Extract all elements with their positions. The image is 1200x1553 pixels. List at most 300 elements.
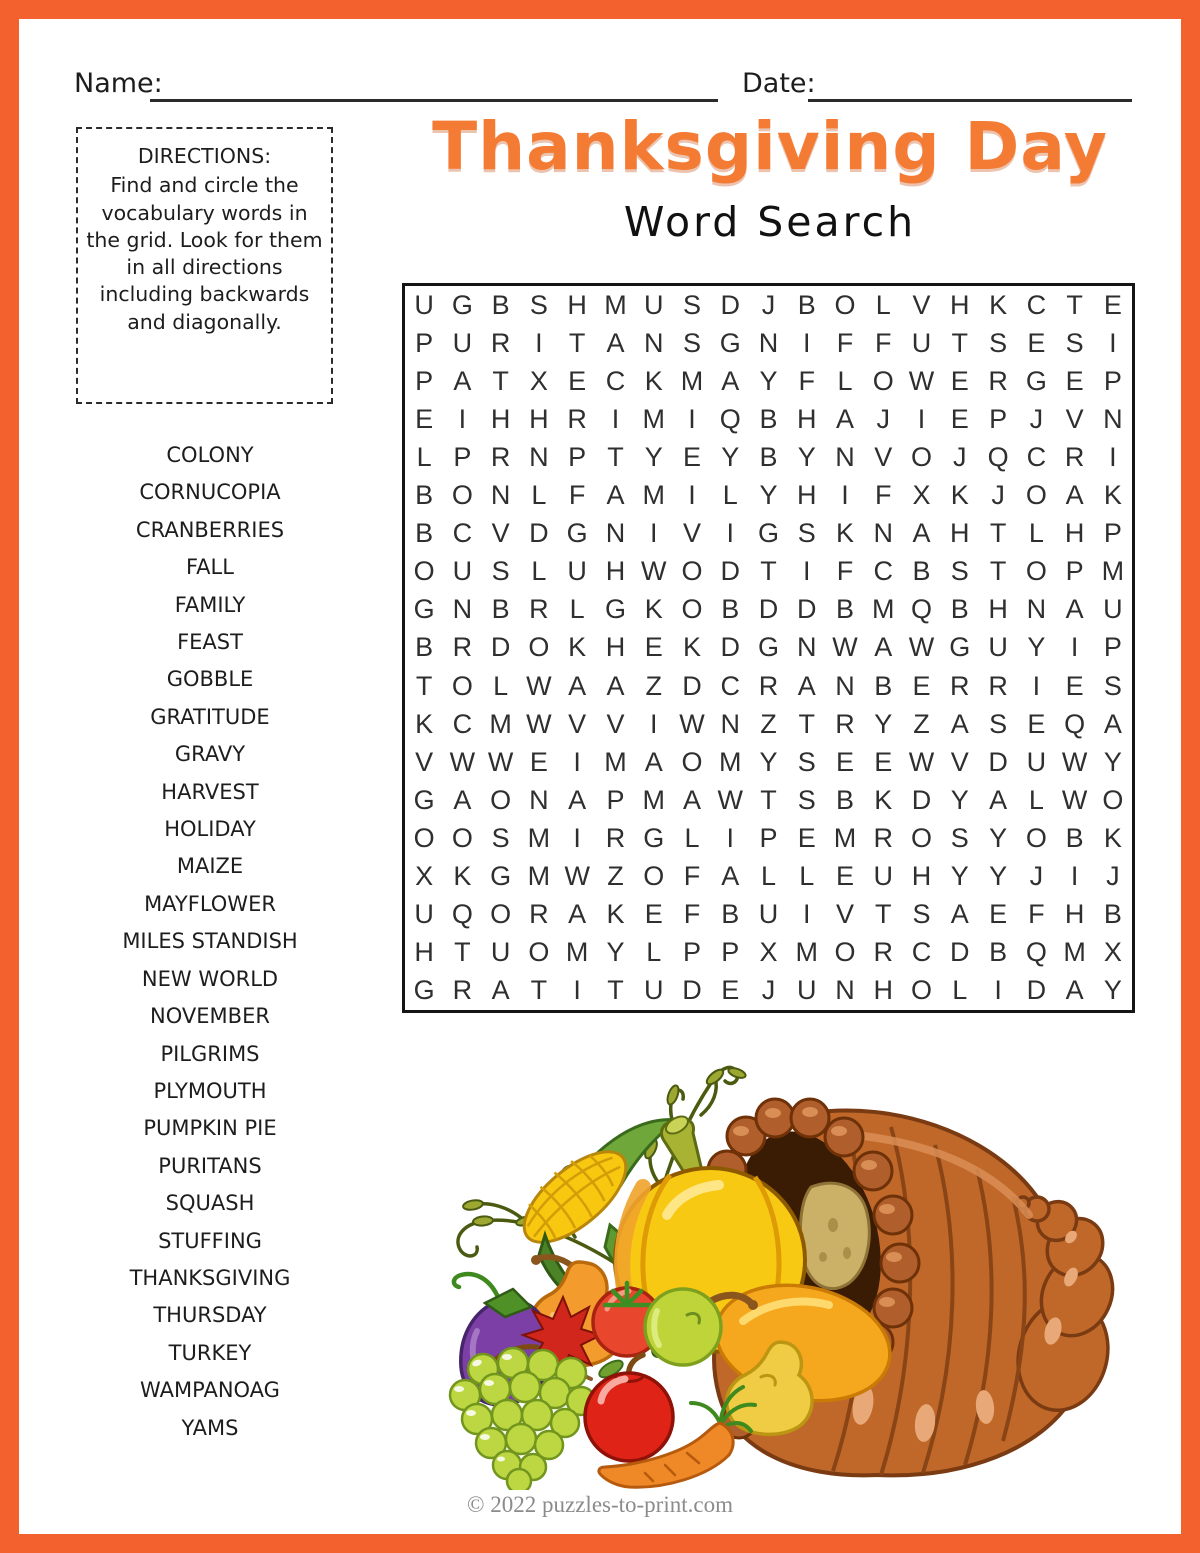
grid-letter: Y <box>989 861 1008 892</box>
grid-letter: L <box>799 861 815 892</box>
grid-letter: C <box>452 518 473 549</box>
grid-letter: F <box>875 480 892 511</box>
grid-letter: H <box>797 403 817 434</box>
grid-letter: O <box>451 670 473 701</box>
grid-letter: M <box>565 937 589 968</box>
word-item: STUFFING <box>158 1228 262 1253</box>
grid-letter: I <box>994 975 1002 1006</box>
word-item: SQUASH <box>165 1191 255 1216</box>
grid-letter: C <box>720 670 740 701</box>
grid-letter: I <box>1109 441 1117 472</box>
grid-letter: M <box>642 480 665 511</box>
grid-letter: E <box>874 746 893 777</box>
grid-letter: O <box>1025 480 1047 511</box>
grid-letter: Y <box>1103 975 1122 1006</box>
grid-letter: N <box>835 975 855 1006</box>
grid-letter: K <box>874 784 893 815</box>
grid-letter: U <box>1103 594 1123 625</box>
grid-letter: E <box>721 975 740 1006</box>
grid-letter: Z <box>607 861 624 892</box>
grid-letter: U <box>1026 746 1047 777</box>
grid-letter: O <box>1025 823 1047 854</box>
grid-letter: I <box>726 823 734 854</box>
grid-letter: E <box>950 403 969 434</box>
grid-letter: D <box>682 975 702 1006</box>
grid-letter: T <box>415 670 433 701</box>
word-item: PUMPKIN PIE <box>143 1116 277 1141</box>
grid-letter: E <box>797 823 816 854</box>
grid-letter: O <box>451 823 473 854</box>
grid-letter: T <box>989 556 1007 587</box>
grid-letter: K <box>682 632 701 663</box>
grid-letter: W <box>1061 746 1088 777</box>
grid-letter: Y <box>606 937 625 968</box>
grid-letter: N <box>529 784 549 815</box>
grid-letter: R <box>873 937 894 968</box>
grid-letter: E <box>989 899 1008 930</box>
grid-letter: X <box>529 365 548 396</box>
grid-letter: E <box>836 861 855 892</box>
grid-letter: A <box>912 518 931 549</box>
grid-letter: N <box>452 594 473 625</box>
grid-letter: L <box>531 556 547 587</box>
grid-letter: D <box>911 784 932 815</box>
grid-letter: S <box>1065 327 1084 358</box>
grid-letter: U <box>873 861 894 892</box>
grid-letter: Y <box>950 784 969 815</box>
grid-letter: V <box>874 441 893 472</box>
grid-letter: U <box>758 899 779 930</box>
grid-letter: O <box>643 861 665 892</box>
grid-letter: R <box>1064 441 1085 472</box>
grid-letter: E <box>1103 289 1122 320</box>
grid-letter: Q <box>1025 937 1047 968</box>
grid-letter: Q <box>1064 708 1086 739</box>
grid-letter: A <box>644 746 663 777</box>
grid-letter: O <box>1102 784 1124 815</box>
grid-letter: D <box>758 594 779 625</box>
grid-letter: E <box>644 899 663 930</box>
grid-letter: R <box>758 670 779 701</box>
grid-letter: Y <box>721 441 740 472</box>
grid-letter: U <box>643 975 664 1006</box>
grid-letter: O <box>681 556 703 587</box>
grid-letter: K <box>950 480 969 511</box>
grid-letter: S <box>950 823 969 854</box>
grid-letter: C <box>1026 289 1047 320</box>
grid-letter: F <box>1028 899 1045 930</box>
grid-letter: S <box>950 556 969 587</box>
grid-letter: V <box>912 289 931 320</box>
directions-box <box>76 127 333 404</box>
grid-letter: T <box>760 556 777 587</box>
grid-letter: B <box>1103 899 1122 930</box>
grid-letter: H <box>950 289 970 320</box>
date-fill-line <box>808 99 1132 102</box>
grid-letter: L <box>760 861 776 892</box>
grid-letter: A <box>721 861 740 892</box>
grid-letter: E <box>912 670 931 701</box>
grid-letter: P <box>606 784 625 815</box>
grid-letter: Y <box>759 746 778 777</box>
grid-letter: A <box>1065 975 1084 1006</box>
grid-letter: G <box>413 594 435 625</box>
grid-letter: P <box>415 327 434 358</box>
grid-letter: G <box>949 632 971 663</box>
word-item: THURSDAY <box>153 1303 267 1328</box>
grid-letter: I <box>917 403 926 434</box>
grid-letter: U <box>797 975 817 1006</box>
grid-letter: H <box>414 937 434 968</box>
grid-letter: W <box>717 784 743 815</box>
grid-letter: H <box>529 403 549 434</box>
grid-letter: S <box>682 327 701 358</box>
grid-letter: H <box>605 556 626 587</box>
grid-letter: H <box>911 861 932 892</box>
grid-letter: K <box>1103 480 1122 511</box>
grid-letter: I <box>688 480 696 511</box>
grid-letter: H <box>988 594 1008 625</box>
directions-heading: DIRECTIONS: <box>137 144 272 168</box>
grid-letter: O <box>413 823 435 854</box>
grid-letter: U <box>414 899 434 930</box>
word-item: GRAVY <box>174 742 246 767</box>
word-item: COLONY <box>166 443 254 467</box>
grid-letter: E <box>415 403 434 434</box>
grid-letter: I <box>803 327 811 358</box>
grid-letter: J <box>1106 861 1120 892</box>
grid-letter: W <box>1061 784 1088 815</box>
grid-letter: J <box>991 480 1005 511</box>
grid-letter: Z <box>913 708 930 739</box>
grid-letter: G <box>719 327 741 358</box>
grid-letter: H <box>567 289 587 320</box>
grid-letter: T <box>951 327 969 358</box>
grid-letter: D <box>797 594 817 625</box>
grid-letter: A <box>1103 708 1122 739</box>
grid-letter: L <box>493 670 509 701</box>
word-item: THANKSGIVING <box>129 1265 291 1290</box>
grid-letter: U <box>988 632 1008 663</box>
grid-letter: W <box>564 861 590 892</box>
grid-letter: R <box>873 823 894 854</box>
grid-letter: F <box>568 480 586 511</box>
grid-letter: P <box>1065 556 1084 587</box>
grid-letter: B <box>989 937 1008 968</box>
grid-letter: Y <box>644 441 663 472</box>
grid-letter: N <box>1103 403 1123 434</box>
grid-letter: S <box>529 289 548 320</box>
grid-letter: Y <box>950 861 969 892</box>
grid-letter: B <box>874 670 893 701</box>
grid-letter: R <box>567 403 587 434</box>
grid-letter: M <box>1063 937 1086 968</box>
grid-letter: W <box>526 708 552 739</box>
grid-letter: P <box>568 441 587 472</box>
grid-letter: T <box>989 518 1007 549</box>
grid-letter: Y <box>1103 746 1122 777</box>
grid-letter: I <box>803 556 811 587</box>
grid-letter: G <box>566 518 588 549</box>
grid-letter: G <box>413 975 435 1006</box>
grid-letter: H <box>605 632 626 663</box>
grid-letter: F <box>683 861 701 892</box>
grid-letter: I <box>803 899 811 930</box>
grid-letter: K <box>644 594 663 625</box>
grid-letter: G <box>643 823 665 854</box>
grid-letter: B <box>797 289 816 320</box>
grid-letter: B <box>721 594 740 625</box>
page-subtitle: Word Search <box>623 198 917 246</box>
grid-letter: W <box>449 746 476 777</box>
grid-letter: A <box>989 784 1008 815</box>
grid-letter: U <box>414 289 434 320</box>
grid-letter: V <box>491 518 510 549</box>
word-item: PLYMOUTH <box>153 1078 267 1103</box>
grid-letter: P <box>415 365 434 396</box>
grid-letter: O <box>451 480 473 511</box>
grid-letter: H <box>1064 518 1085 549</box>
word-item: HOLIDAY <box>164 817 256 842</box>
grid-letter: T <box>492 365 509 396</box>
grid-letter: J <box>761 975 776 1006</box>
grid-letter: G <box>604 594 626 625</box>
grid-letter: R <box>950 670 970 701</box>
grid-letter: T <box>760 784 777 815</box>
grid-letter: B <box>950 594 969 625</box>
grid-letter: O <box>681 594 703 625</box>
grid-letter: L <box>837 365 853 396</box>
grid-letter: I <box>1070 632 1079 663</box>
grid-letter: P <box>1103 632 1122 663</box>
grid-letter: L <box>569 594 585 625</box>
grid-letter: A <box>568 784 587 815</box>
grid-letter: V <box>606 708 625 739</box>
grid-letter: U <box>643 289 664 320</box>
grid-letter: S <box>491 823 510 854</box>
grid-letter: A <box>874 632 893 663</box>
grid-letter: A <box>1065 594 1084 625</box>
grid-letter: A <box>1065 480 1084 511</box>
grid-letter: A <box>950 899 969 930</box>
grid-letter: U <box>490 937 511 968</box>
grid-letter: W <box>908 632 935 663</box>
grid-letter: A <box>606 480 625 511</box>
grid-letter: U <box>567 556 587 587</box>
grid-letter: L <box>531 480 547 511</box>
grid-letter: N <box>873 518 894 549</box>
grid-letter: N <box>720 708 740 739</box>
grid-letter: I <box>1032 670 1041 701</box>
grid-letter: F <box>798 365 815 396</box>
grid-letter: I <box>1070 861 1079 892</box>
grid-letter: A <box>682 784 701 815</box>
grid-letter: R <box>988 365 1008 396</box>
grid-letter: S <box>989 327 1008 358</box>
grid-letter: V <box>836 899 855 930</box>
word-item: NOVEMBER <box>150 1004 270 1029</box>
grid-letter: N <box>529 441 549 472</box>
grid-letter: I <box>458 403 467 434</box>
grid-letter: D <box>720 632 740 663</box>
grid-letter: K <box>1103 823 1122 854</box>
grid-letter: Y <box>759 365 778 396</box>
grid-letter: V <box>1065 403 1084 434</box>
grid-letter: A <box>721 365 740 396</box>
page-title: Thanksgiving Day <box>432 108 1108 185</box>
grid-letter: M <box>872 594 895 625</box>
grid-letter: R <box>529 899 549 930</box>
grid-letter: R <box>605 823 626 854</box>
grid-letter: I <box>573 975 581 1006</box>
grid-letter: J <box>1029 403 1044 434</box>
grid-letter: Y <box>797 441 816 472</box>
grid-letter: K <box>606 899 625 930</box>
date-label: Date: <box>742 68 816 99</box>
grid-letter: A <box>568 899 587 930</box>
grid-letter: F <box>836 327 854 358</box>
grid-letter: D <box>720 289 740 320</box>
grid-letter: O <box>490 899 512 930</box>
grid-letter: O <box>528 937 550 968</box>
grid-letter: G <box>451 289 473 320</box>
grid-letter: O <box>834 937 856 968</box>
grid-letter: G <box>1025 365 1047 396</box>
grid-letter: A <box>568 670 587 701</box>
grid-letter: F <box>683 899 701 930</box>
grid-letter: C <box>605 365 626 396</box>
word-item: CRANBERRIES <box>135 517 285 542</box>
grid-letter: S <box>797 518 816 549</box>
grid-letter: P <box>759 823 778 854</box>
grid-letter: R <box>529 594 549 625</box>
grid-letter: L <box>1028 518 1044 549</box>
word-item: MAYFLOWER <box>144 891 276 916</box>
grid-letter: C <box>452 708 473 739</box>
name-fill-line <box>150 99 718 102</box>
grid-letter: D <box>720 556 740 587</box>
grid-letter: X <box>759 937 778 968</box>
grid-letter: B <box>836 784 855 815</box>
grid-letter: A <box>950 708 969 739</box>
grid-letter: K <box>453 861 472 892</box>
grid-letter: I <box>573 823 581 854</box>
grid-letter: X <box>415 861 434 892</box>
grid-letter: B <box>912 556 931 587</box>
grid-letter: M <box>527 861 551 892</box>
grid-letter: O <box>911 975 933 1006</box>
grid-letter: M <box>680 365 704 396</box>
grid-letter: W <box>487 746 514 777</box>
grid-letter: M <box>604 746 627 777</box>
grid-letter: A <box>606 670 625 701</box>
grid-letter: E <box>1027 327 1046 358</box>
grid-letter: P <box>1103 365 1122 396</box>
grid-letter: R <box>835 708 855 739</box>
grid-letter: A <box>453 784 472 815</box>
grid-letter: B <box>721 899 740 930</box>
grid-letter: O <box>834 289 856 320</box>
word-item: CORNUCOPIA <box>139 480 281 505</box>
grid-letter: N <box>1026 594 1047 625</box>
grid-letter: S <box>797 746 816 777</box>
grid-letter: I <box>611 403 620 434</box>
grid-letter: I <box>688 403 696 434</box>
grid-letter: M <box>527 823 551 854</box>
grid-letter: A <box>797 670 816 701</box>
grid-letter: R <box>988 670 1008 701</box>
grid-letter: M <box>604 289 627 320</box>
grid-letter: Y <box>989 823 1008 854</box>
grid-letter: D <box>529 518 549 549</box>
grid-letter: D <box>988 746 1008 777</box>
grid-letter: E <box>644 632 663 663</box>
grid-letter: Q <box>987 441 1009 472</box>
grid-letter: T <box>798 708 815 739</box>
grid-letter: P <box>682 937 701 968</box>
grid-letter: R <box>452 975 473 1006</box>
grid-letter: B <box>415 632 434 663</box>
word-item: PURITANS <box>158 1153 262 1178</box>
grid-letter: Z <box>760 708 777 739</box>
word-item: GOBBLE <box>166 667 254 692</box>
grid-letter: H <box>1064 899 1085 930</box>
grid-letter: S <box>989 708 1008 739</box>
grid-letter: B <box>759 403 778 434</box>
grid-letter: D <box>490 632 511 663</box>
grid-letter: T <box>607 975 624 1006</box>
grid-letter: H <box>950 518 970 549</box>
grid-letter: Y <box>759 480 778 511</box>
grid-letter: N <box>835 670 855 701</box>
grid-letter: L <box>722 480 738 511</box>
grid-letter: D <box>1026 975 1047 1006</box>
grid-letter: P <box>453 441 472 472</box>
grid-letter: R <box>452 632 473 663</box>
grid-letter: L <box>684 823 700 854</box>
grid-letter: K <box>989 289 1008 320</box>
grid-letter: T <box>875 899 892 930</box>
word-item: YAMS <box>181 1415 239 1440</box>
grid-letter: R <box>490 441 511 472</box>
word-list <box>52 437 368 1447</box>
grid-letter: B <box>1065 823 1084 854</box>
grid-letter: W <box>640 556 667 587</box>
grid-letter: W <box>679 708 705 739</box>
name-label: Name: <box>74 68 163 99</box>
grid-letter: I <box>649 708 658 739</box>
grid-letter: U <box>911 327 932 358</box>
grid-letter: O <box>528 632 550 663</box>
grid-letter: X <box>1103 937 1122 968</box>
grid-letter: V <box>682 518 701 549</box>
grid-letter: O <box>872 365 894 396</box>
bread-loaf-icon <box>800 1183 869 1288</box>
grid-letter: L <box>875 289 891 320</box>
grid-letter: S <box>1103 670 1122 701</box>
grid-letter: F <box>836 556 854 587</box>
grid-letter: B <box>415 518 434 549</box>
grid-letter: A <box>836 403 855 434</box>
grid-letter: I <box>535 327 543 358</box>
grid-letter: A <box>491 975 510 1006</box>
grid-letter: T <box>1066 289 1083 320</box>
grid-letter: M <box>642 403 665 434</box>
grid-letter: K <box>836 518 855 549</box>
grid-letter: H <box>797 480 817 511</box>
grid-letter: C <box>1026 441 1047 472</box>
grid-letter: U <box>452 327 473 358</box>
